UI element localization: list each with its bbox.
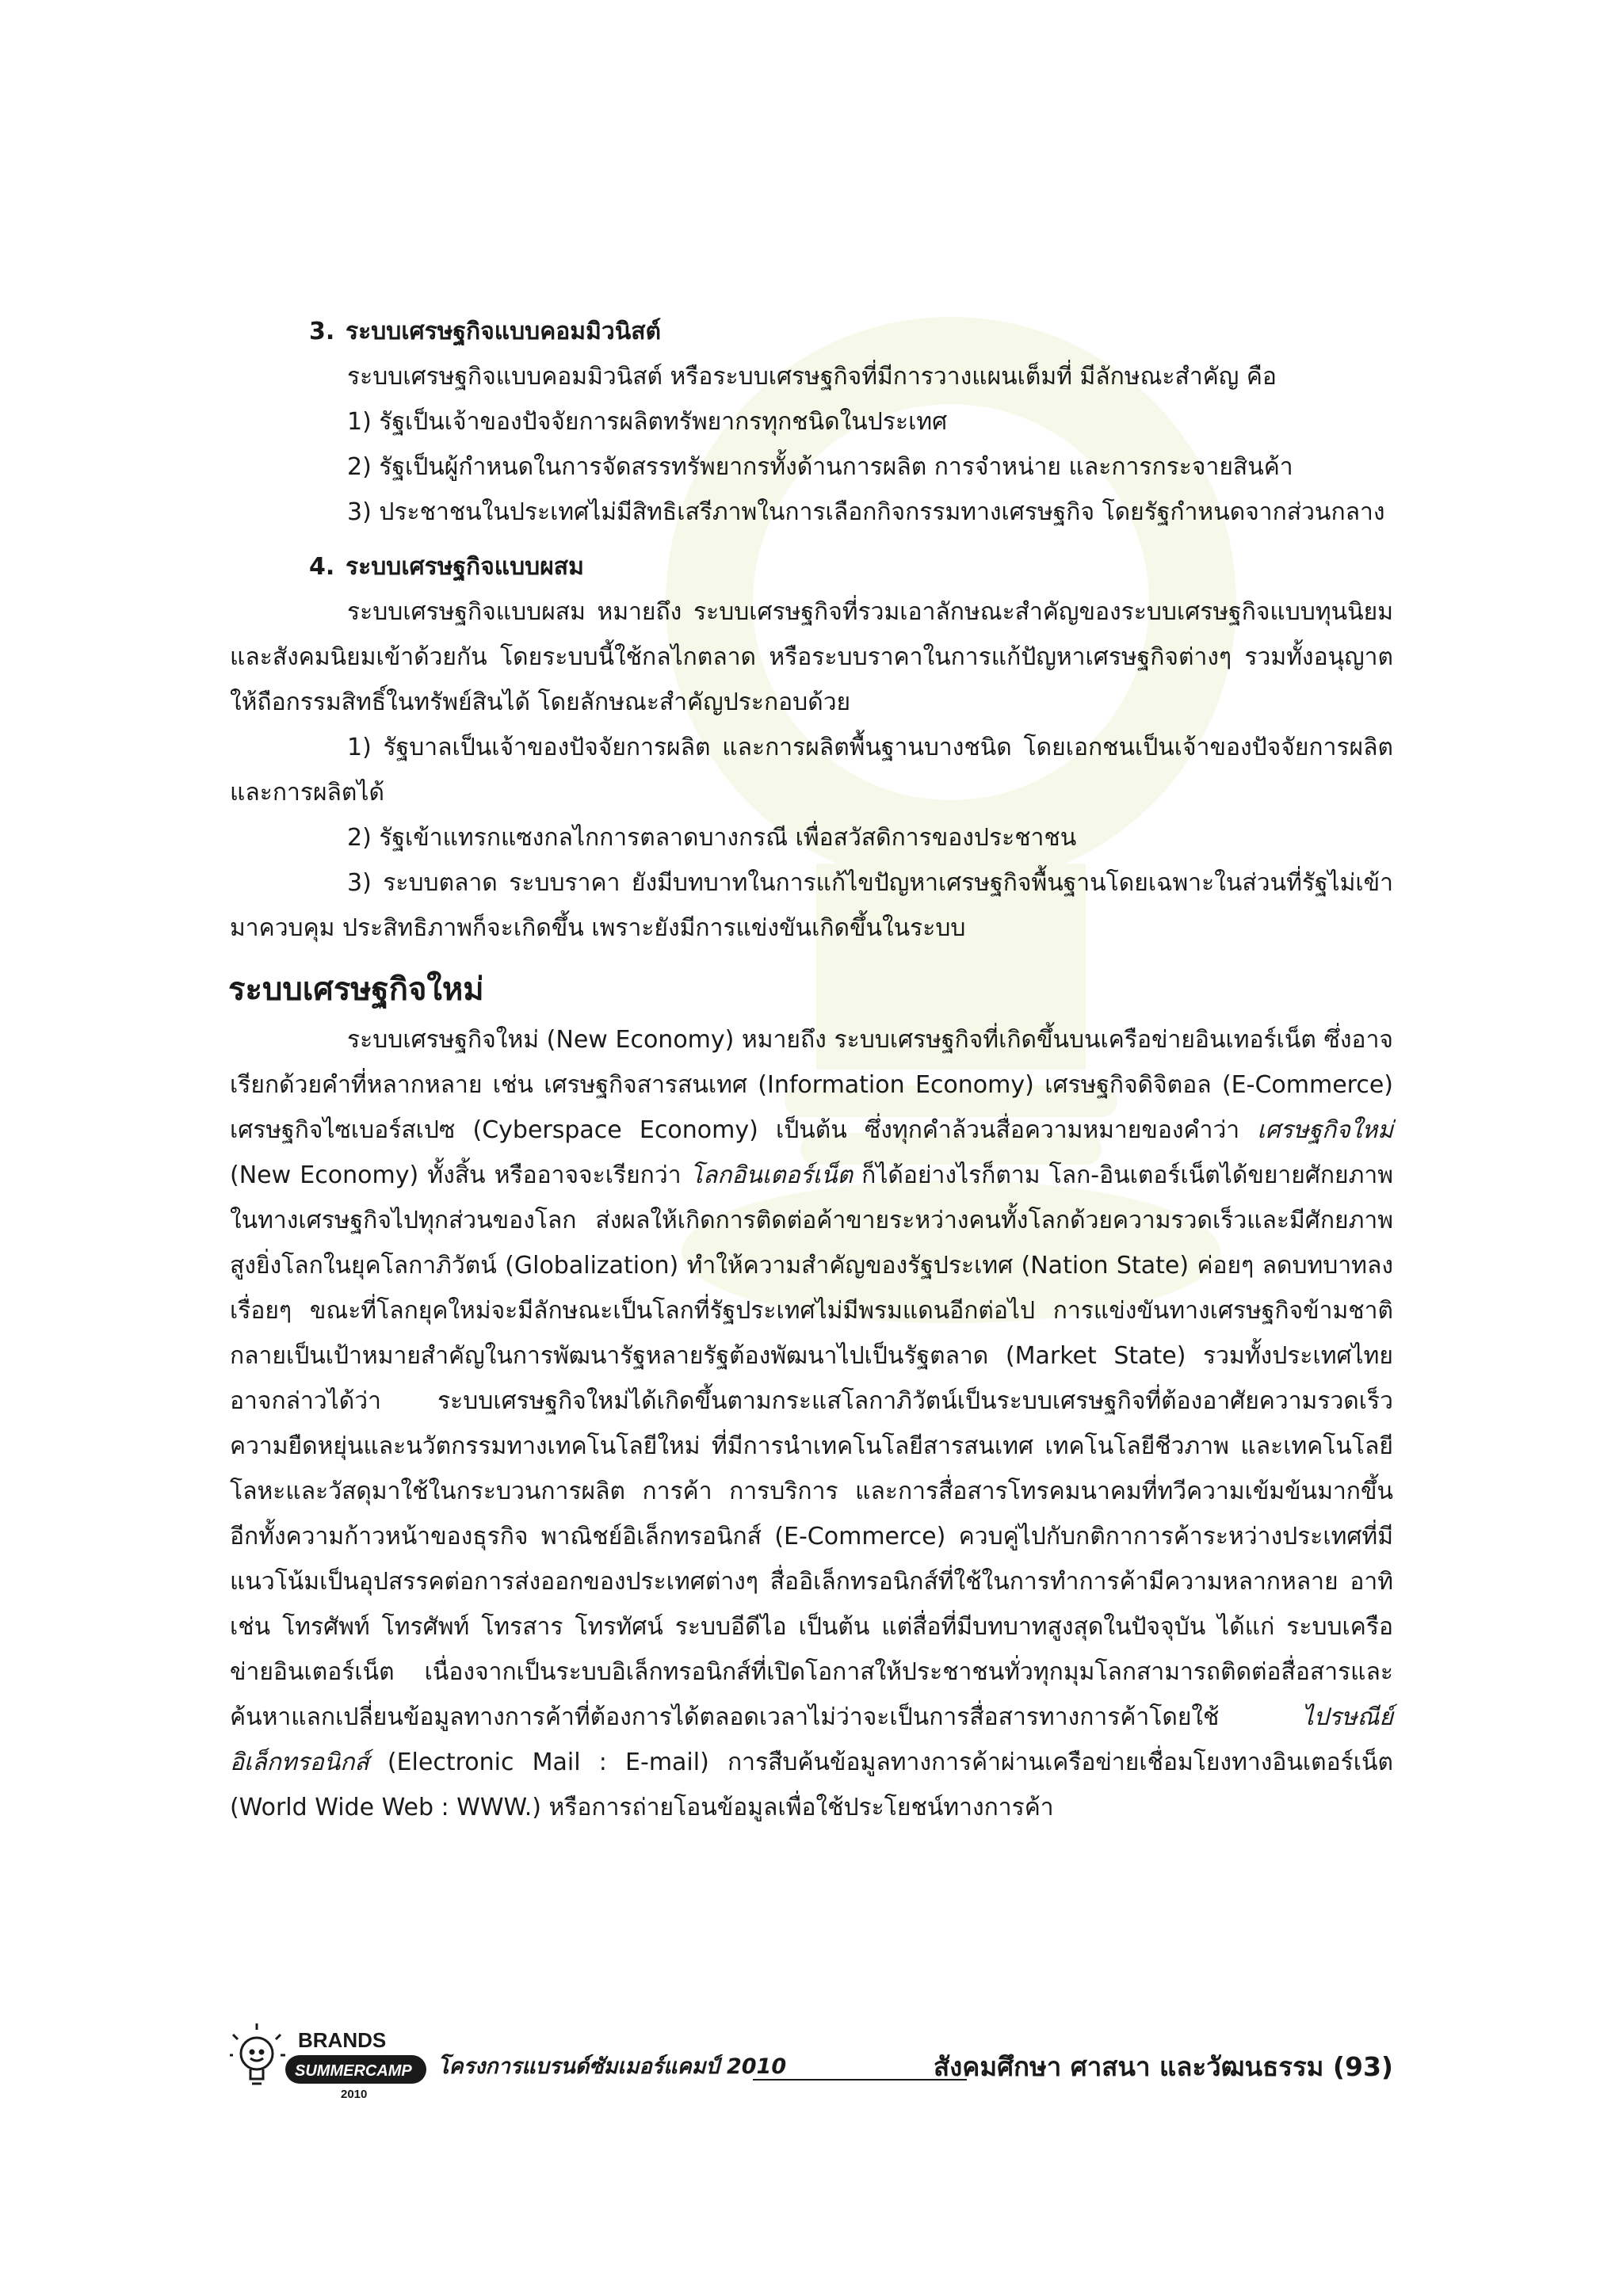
new-economy-term-1: เศรษฐกิจใหม่ [1257,1116,1393,1144]
logo-camp-text: SUMMERCAMP [295,2062,412,2080]
page-footer [230,2019,1393,2106]
new-economy-term-3: ไปรษณีย์อิเล็กทรอนิกส์ [230,1703,1393,1776]
section-3-item-1: 1) รัฐเป็นเจ้าของปัจจัยการผลิตทรัพยากรทุกชนิดในประเทศ [347,408,948,436]
section-4-item-2: 2) รัฐเข้าแทรกแซงกลไกการตลาดบางกรณี เพื่อสวัสดิการของประชาชน [347,824,1077,852]
section-4-item-1: 1) รัฐบาลเป็นเจ้าของปัจจัยการผลิต และการผลิตพื้นฐานบางชนิด โดยเอกชนเป็นเจ้าของปัจจัยการผลิต และการผลิตได้ [230,734,1393,807]
section-4-heading [309,544,1393,589]
new-economy-text-3: ก็ได้อย่างไรก็ตาม โลก-อินเตอร์เน็ตได้ขยายศักยภาพในทางเศรษฐกิจไปทุกส่วนของโลก ส่งผลให้เกิดการติดต่อค้าขายระหว่างคนทั้งโลกด้วยความรวดเร็วและมีศักยภาพสูงยิ่งโลกในยุคโลกาภิวัตน์ (Globalization) ทำให้ความสำคัญของรัฐประเทศ (Nation State) ค่อยๆ ลดบทบาทลงเรื่อยๆ ขณะที่โลกยุคใหม่จะมีลักษณะเป็นโลกที่รัฐประเทศไม่มีพรมแดนอีกต่อไป การแข่งขันทางเศรษฐกิจข้ามชาติกลายเป็นเป้าหมายสำคัญในการพัฒนารัฐหลายรัฐต้องพัฒนาไปเป็นรัฐตลาด (Market State) รวมทั้งประเทศไทย อาจกล่าวได้ว่า ระบบเศรษฐกิจใหม่ได้เกิดขึ้นตามกระแสโลกาภิวัตน์เป็นระบบเศรษฐกิจที่ต้องอาศัยความรวดเร็วความยืดหยุ่นและนวัตกรรมทางเทคโนโลยีใหม่ ที่มีการนำเทคโนโลยีสารสนเทศ เทคโนโลยีชีวภาพ และเทคโนโลยีโลหะและวัสดุมาใช้ในกระบวนการผลิต การค้า การบริการ และการสื่อสารโทรคมนาคมที่ทวีความเข้มข้นมากขึ้นอีกทั้งความก้าวหน้าของธุรกิจ พาณิชย์อิเล็กทรอนิกส์ (E-Commerce) ควบคู่ไปกับกติกาการค้าระหว่างประเทศที่มีแนวโน้มเป็นอุปสรรคต่อการส่งออกของประเทศต่างๆ สื่ออิเล็กทรอนิกส์ที่ใช้ในการทำการค้ามีความหลากหลาย อาทิเช่น โทรศัพท์ โทรศัพท์ โทรสาร โทรทัศน์ ระบบอีดีไอ เป็นต้น แต่สื่อที่มีบทบาทสูงสุดในปัจจุบัน ได้แก่ ระบบเครือข่ายอินเตอร์เน็ต เนื่องจากเป็นระบบอิเล็กทรอนิกส์ที่เปิดโอกาสให้ประชาชนทั่วทุกมุมโลกสามารถติดต่อสื่อสารและค้นหาแลกเปลี่ยนข้อมูลทางการค้าที่ต้องการได้ตลอดเวลาไม่ว่าจะเป็นการสื่อสารทางการค้าโดยใช้ [230,1161,1394,1731]
section-3-title: ระบบเศรษฐกิจแบบคอมมิวนิสต์ [346,318,661,345]
program-name: โครงการแบรนด์ซัมเมอร์แคมป์ 2010 [437,2054,787,2079]
section-4-title: ระบบเศรษฐกิจแบบผสม [346,553,584,581]
new-economy-paragraph [230,1017,1393,1830]
subject-and-page-number: สังคมศึกษา ศาสนา และวัฒนธรรม (93) [933,2051,1393,2082]
logo-year-text: 2010 [341,2088,368,2101]
document-body [230,309,1393,1830]
section-3-heading [309,309,1393,354]
section-3-item-3: 3) ประชาชนในประเทศไม่มีสิทธิเสรีภาพในการเลือกกิจกรรมทางเศรษฐกิจ โดยรัฐกำหนดจากส่วนกลาง [347,498,1385,526]
section-3-intro: ระบบเศรษฐกิจแบบคอมมิวนิสต์ หรือระบบเศรษฐกิจที่มีการวางแผนเต็มที่ มีลักษณะสำคัญ คือ [347,363,1277,391]
brands-summercamp-logo [230,2019,436,2106]
section-4-item-3: 3) ระบบตลาด ระบบราคา ยังมีบทบาทในการแก้ไขปัญหาเศรษฐกิจพื้นฐานโดยเฉพาะในส่วนที่รัฐไม่เข้ามาควบคุม ประสิทธิภาพก็จะเกิดขึ้น เพราะยังมีการแข่งขันเกิดขึ้นในระบบ [230,869,1393,942]
new-economy-text-4: (Electronic Mail : E-mail) การสืบค้นข้อมูลทางการค้าผ่านเครือข่ายเชื่อมโยงทางอินเตอร์เน็ต (World Wide Web : WWW.) หรือการถ่ายโอนข้อมูลเพื่อใช้ประโยชน์ทางการค้า [230,1749,1393,1821]
section-3-item-2: 2) รัฐเป็นผู้กำหนดในการจัดสรรทรัพยากรทั้งด้านการผลิต การจำหน่าย และการกระจายสินค้า [347,453,1293,481]
new-economy-text-1: ระบบเศรษฐกิจใหม่ (New Economy) หมายถึง ระบบเศรษฐกิจที่เกิดขึ้นบนเครือข่ายอินเทอร์เน็ต ซึ่งอาจเรียกด้วยคำที่หลากหลาย เช่น เศรษฐกิจสารสนเทศ (Information Economy) เศรษฐกิจดิจิตอล (E-Commerce) เศรษฐกิจไซเบอร์สเปซ (Cyberspace Economy) เป็นต้น ซึ่งทุกคำล้วนสื่อความหมายของคำว่า [230,1026,1393,1144]
new-economy-term-2: โลกอินเตอร์เน็ต [689,1161,854,1189]
lightbulb-icon [230,2023,285,2084]
new-economy-heading: ระบบเศรษฐกิจใหม่ [228,971,484,1008]
section-4-number: 4. [309,553,335,581]
section-3-number: 3. [309,318,335,345]
new-economy-text-2: (New Economy) ทั้งสิ้น หรืออาจจะเรียกว่า [230,1161,690,1189]
section-4-intro: ระบบเศรษฐกิจแบบผสม หมายถึง ระบบเศรษฐกิจที่รวมเอาลักษณะสำคัญของระบบเศรษฐกิจแบบทุนนิยมและสังคมนิยมเข้าด้วยกัน โดยระบบนี้ใช้กลไกตลาด หรือระบบราคาในการแก้ปัญหาเศรษฐกิจต่างๆ รวมทั้งอนุญาตให้ถือกรรมสิทธิ์ในทรัพย์สินได้ โดยลักษณะสำคัญประกอบด้วย [230,598,1393,716]
logo-brand-text: BRANDS [298,2028,387,2052]
